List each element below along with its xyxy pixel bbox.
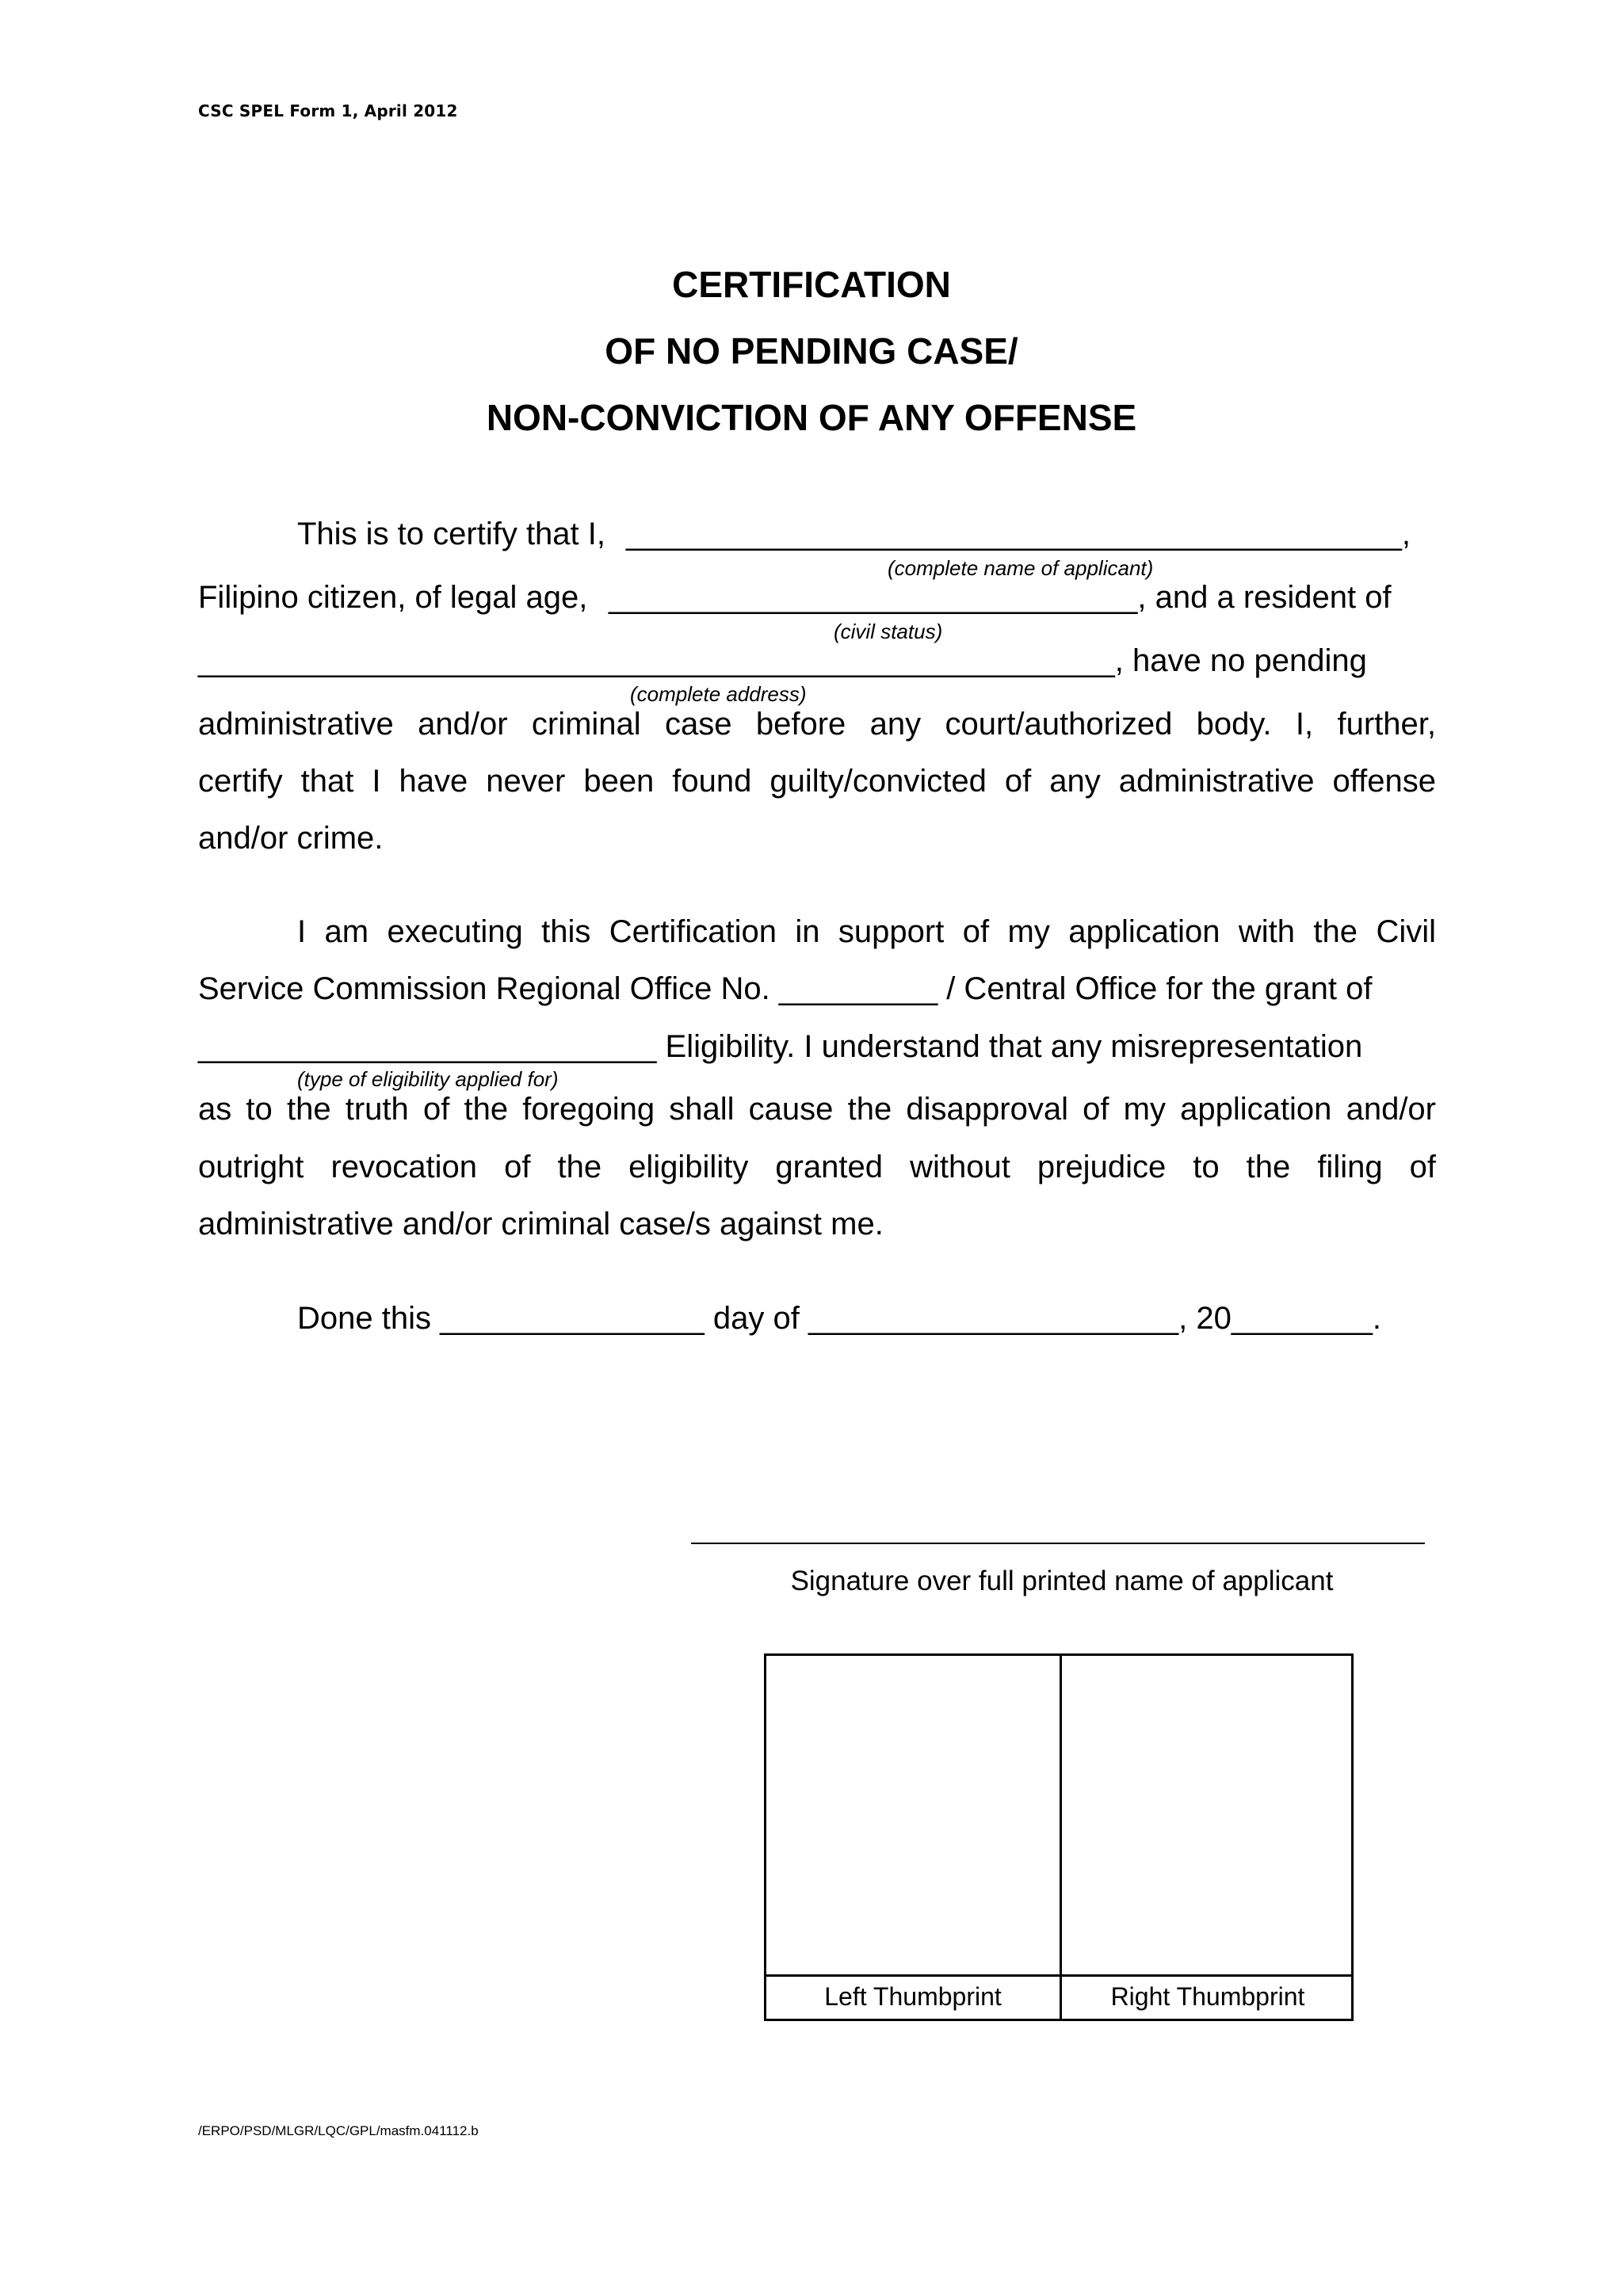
right-thumbprint-label: Right Thumbprint — [1110, 1982, 1305, 2011]
signature-label: Signature over full printed name of applicant — [790, 1566, 1334, 1596]
paragraph1-line4: administrative and/or criminal case before any court/authorized body. I, further, — [198, 707, 1436, 742]
applicant-name-blank[interactable]: ____________________________________________, — [626, 517, 1411, 551]
done-date-blank[interactable]: Done this _______________ day of _____________________, 20________. — [297, 1301, 1381, 1336]
intro-text: This is to certify that I, — [297, 517, 606, 551]
thumbprint-divider-horizontal — [766, 1974, 1351, 1977]
title-line-3: NON-CONVICTION OF ANY OFFENSE — [486, 397, 1137, 438]
thumbprint-divider-vertical — [1060, 1656, 1062, 2019]
form-id: CSC SPEL Form 1, April 2012 — [198, 101, 458, 120]
civil-status-caption: (civil status) — [834, 620, 943, 643]
paragraph2-line5: outright revocation of the eligibility granted without prejudice to the filing of — [198, 1150, 1436, 1184]
paragraph1-line6: and/or crime. — [198, 821, 384, 856]
signature-line[interactable] — [691, 1543, 1425, 1544]
title-line-1: CERTIFICATION — [672, 264, 951, 305]
paragraph2-line1: I am executing this Certification in support of my application with the Civil — [297, 914, 1436, 949]
applicant-name-caption: (complete name of applicant) — [888, 556, 1154, 580]
thumbprint-table — [764, 1653, 1354, 2021]
title-line-2: OF NO PENDING CASE/ — [605, 330, 1018, 372]
address-blank[interactable]: ____________________________________________________, have no pending — [198, 643, 1367, 678]
eligibility-caption: (type of eligibility applied for) — [297, 1067, 559, 1091]
eligibility-blank[interactable]: __________________________ Eligibility. I understand that any misrepresentation — [198, 1029, 1363, 1064]
address-caption: (complete address) — [630, 682, 807, 706]
left-thumbprint-label: Left Thumbprint — [824, 1982, 1002, 2011]
paragraph2-line6: administrative and/or criminal case/s against me. — [198, 1207, 884, 1241]
footer-code: /ERPO/PSD/MLGR/LQC/GPL/masfm.041112.b — [198, 2123, 479, 2138]
citizen-text: Filipino citizen, of legal age, — [198, 580, 588, 615]
regional-office-blank[interactable]: Service Commission Regional Office No. _________ / Central Office for the grant of — [198, 971, 1373, 1006]
paragraph2-line4: as to the truth of the foregoing shall cause the disapproval of my application and/or — [198, 1092, 1436, 1127]
civil-status-blank[interactable]: ______________________________, and a resident of — [609, 580, 1392, 615]
paragraph1-line5: certify that I have never been found guilty/convicted of any administrative offense — [198, 764, 1436, 799]
